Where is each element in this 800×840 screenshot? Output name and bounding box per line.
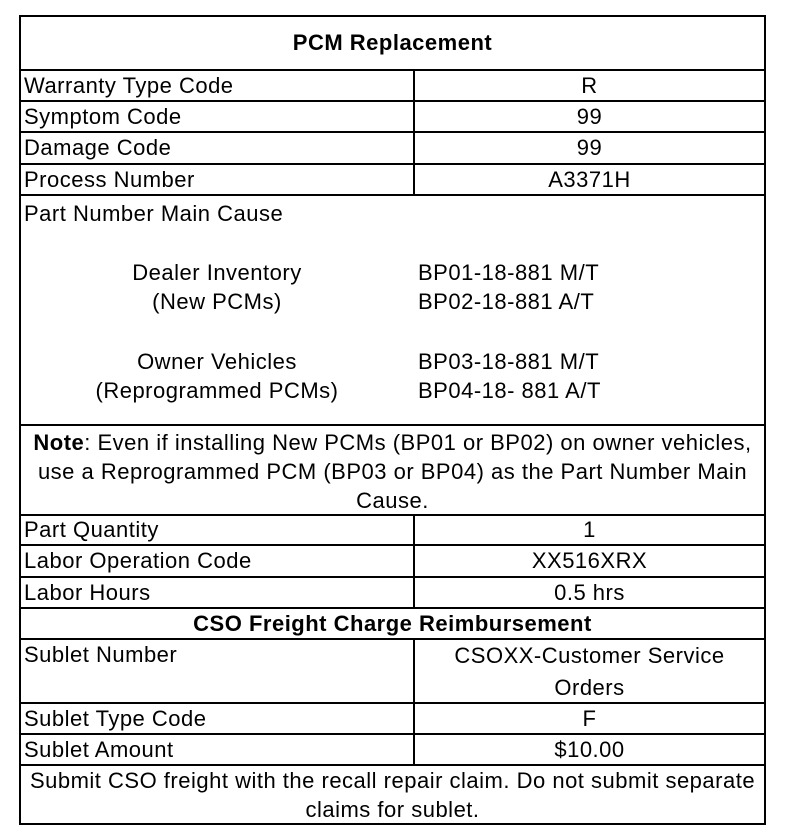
table-row	[21, 546, 764, 578]
parts-group-dealer	[21, 258, 764, 318]
row-label: Process Number	[24, 166, 195, 192]
row-label: Damage Code	[24, 135, 172, 160]
note-paragraph	[24, 428, 761, 515]
main-cause-heading: Part Number Main Cause	[24, 201, 284, 226]
table-row	[21, 133, 764, 165]
table-row	[21, 102, 764, 133]
group-label-line1: Dealer Inventory	[132, 260, 302, 285]
row-label: Labor Operation Code	[24, 548, 252, 573]
table-row	[21, 165, 764, 196]
sublet-number-line2: Orders	[554, 675, 625, 700]
freight-heading: CSO Freight Charge Reimbursement	[193, 610, 592, 636]
row-value	[413, 640, 764, 702]
row-label: Labor Hours	[24, 579, 151, 605]
row-value: R	[413, 71, 764, 100]
row-value: A3371H	[413, 165, 764, 194]
row-label: Warranty Type Code	[24, 72, 234, 98]
part-number: BP01-18-881 M/T	[418, 260, 600, 285]
row-value: 99	[413, 102, 764, 131]
title-row	[21, 17, 764, 71]
note-label: Note	[33, 430, 85, 455]
table-row	[21, 735, 764, 766]
table-row	[21, 71, 764, 102]
row-label: Part Quantity	[24, 517, 159, 542]
sublet-number-line1: CSOXX-Customer Service	[454, 643, 725, 668]
main-cause-block	[21, 196, 764, 426]
freight-heading-row	[21, 609, 764, 640]
row-label: Symptom Code	[24, 103, 182, 129]
group-label-line2: (New PCMs)	[152, 289, 282, 314]
row-label: Sublet Amount	[24, 736, 174, 762]
table-row	[21, 640, 764, 704]
parts-group-owner	[21, 347, 764, 407]
footer-text: Submit CSO freight with the recall repair claim. Do not submit separate claims for sublet.	[29, 768, 756, 822]
row-label: Sublet Number	[24, 642, 178, 667]
group-label-line1: Owner Vehicles	[137, 349, 297, 374]
group-label-line2: (Reprogrammed PCMs)	[95, 378, 339, 403]
table-title: PCM Replacement	[292, 30, 493, 55]
part-number: BP03-18-881 M/T	[418, 349, 600, 374]
table-row	[21, 578, 764, 609]
row-value: $10.00	[413, 735, 764, 764]
part-number: BP02-18-881 A/T	[418, 289, 595, 314]
row-value: 0.5 hrs	[413, 578, 764, 607]
footer-block	[21, 766, 764, 823]
note-block	[21, 426, 764, 516]
table-row	[21, 516, 764, 546]
row-label: Sublet Type Code	[24, 705, 207, 731]
pcm-replacement-table	[19, 15, 766, 825]
note-text: : Even if installing New PCMs (BP01 or BP02) on owner vehicles, use a Reprogrammed PCM (BP03 or BP04) as the Part Number Main Cause.	[37, 430, 752, 513]
row-value: 99	[413, 133, 764, 163]
table-row	[21, 704, 764, 735]
row-value: 1	[413, 516, 764, 544]
part-number: BP04-18- 881 A/T	[418, 378, 601, 403]
row-value: F	[413, 704, 764, 733]
row-value: XX516XRX	[413, 546, 764, 576]
